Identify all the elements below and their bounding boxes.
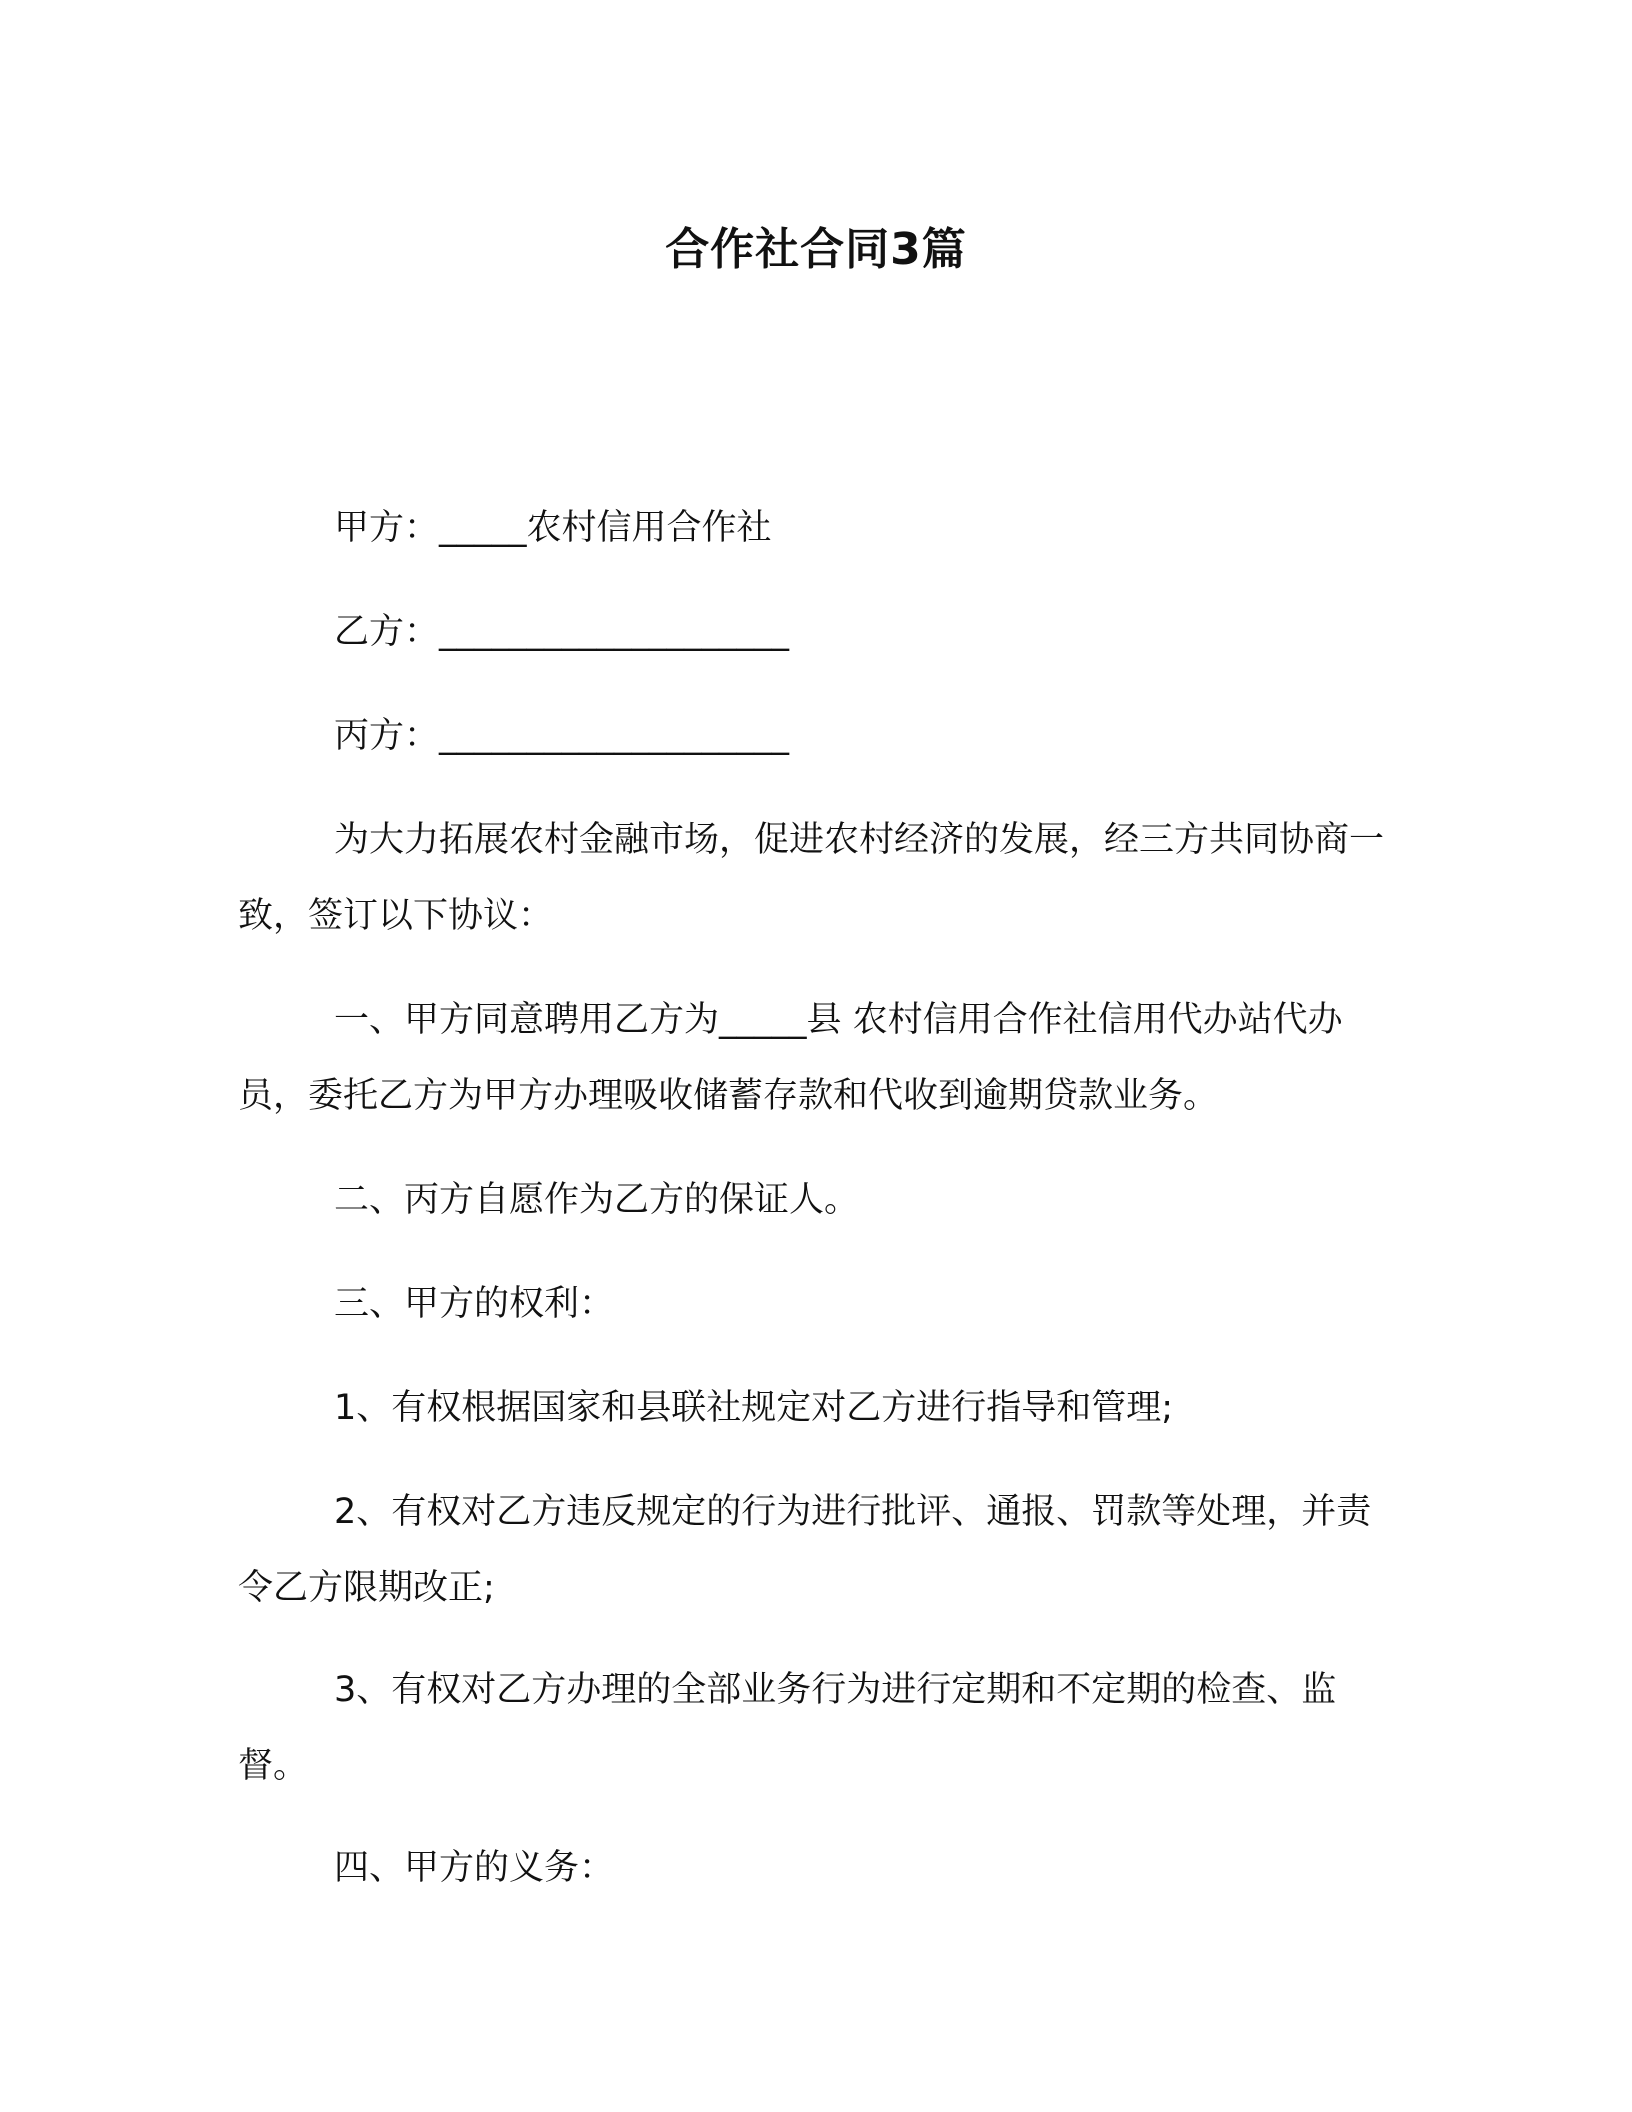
preamble-paragraph: 为大力拓展农村金融市场，促进农村经济的发展，经三方共同协商一致，签订以下协议： <box>238 820 1385 936</box>
party-a-line: 甲方：_____农村信用合作社 <box>334 508 772 548</box>
clause-1-paragraph: 一、甲方同意聘用乙方为_____县 农村信用合作社信用代办站代办员，委托乙方为甲方办理吸收储蓄存款和代收到逾期贷款业务。 <box>238 1000 1343 1116</box>
clause-3-item-1: 1、有权根据国家和县联社规定对乙方进行指导和管理; <box>334 1388 1174 1428</box>
clause-2-paragraph: 二、丙方自愿作为乙方的保证人。 <box>334 1180 860 1220</box>
document-title: 合作社合同3篇 <box>665 224 967 275</box>
clause-3-heading: 三、甲方的权利： <box>334 1284 615 1324</box>
clause-4-heading: 四、甲方的义务： <box>334 1848 615 1888</box>
party-b-line: 乙方：____________________ <box>334 612 790 652</box>
clause-3-item-2: 2、有权对乙方违反规定的行为进行批评、通报、罚款等处理，并责令乙方限期改正; <box>238 1492 1372 1608</box>
party-c-line: 丙方：____________________ <box>334 716 790 756</box>
clause-3-item-3: 3、有权对乙方办理的全部业务行为进行定期和不定期的检查、监督。 <box>238 1670 1337 1786</box>
